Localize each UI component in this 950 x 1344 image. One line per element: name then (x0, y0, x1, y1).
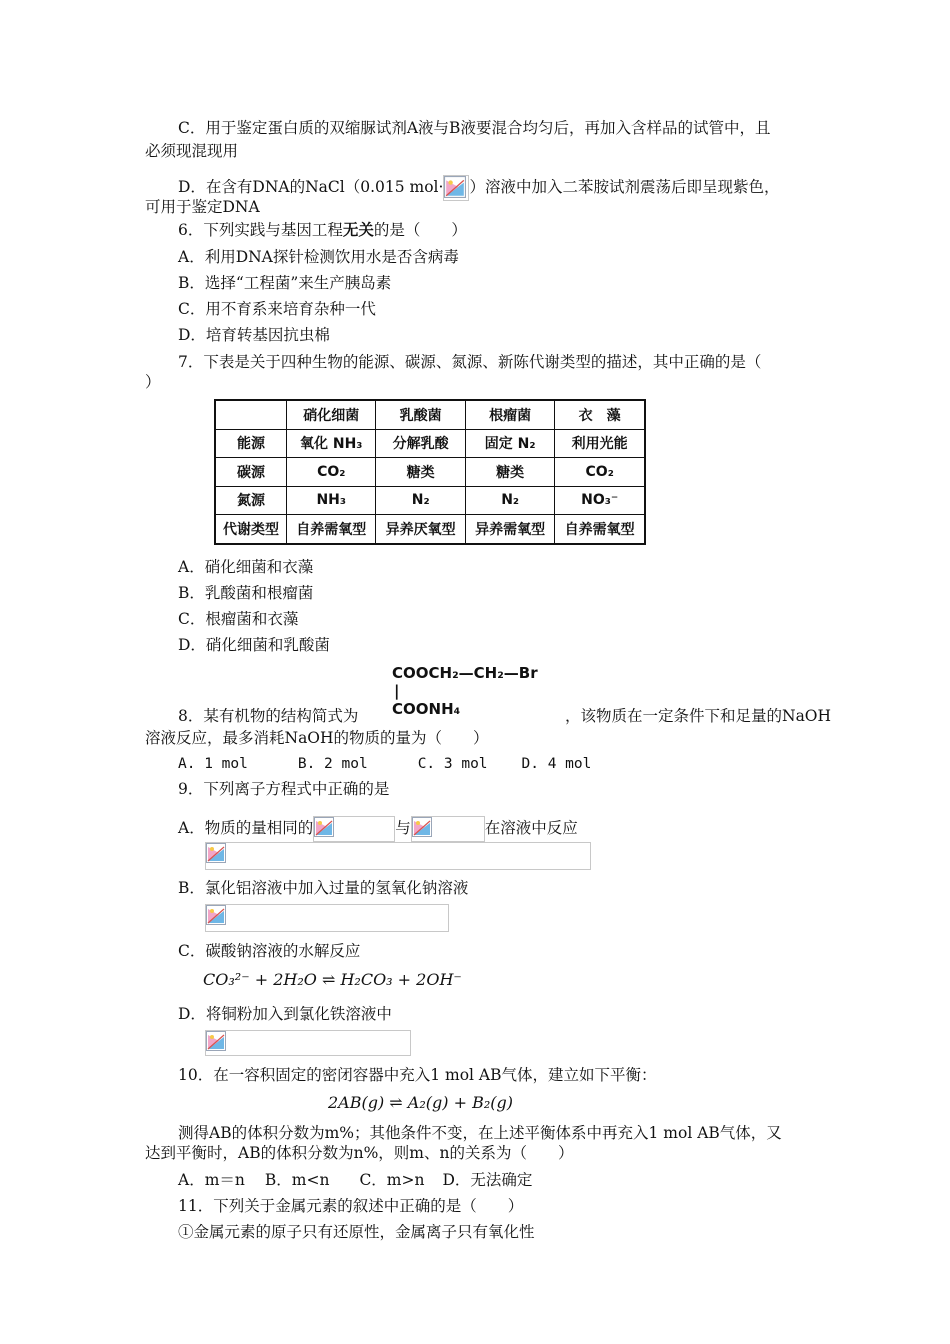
q10-option-a: A．m＝n (178, 1171, 245, 1189)
table-cell: N₂ (465, 486, 554, 515)
table-cell: 异养需氧型 (465, 515, 554, 544)
q10-option-d: D．无法确定 (442, 1171, 533, 1189)
table-cell: 能源 (215, 429, 287, 458)
structure-top: COOCH₂—CH₂—Br (392, 664, 538, 682)
q10-line4: 达到平衡时，AB的体积分数为n%，则m、n的关系为（ ） (145, 1144, 574, 1162)
table-cell: 衣 藻 (555, 400, 645, 429)
q10-option-c: C．m>n (359, 1171, 425, 1189)
table-cell: 固定 N₂ (465, 429, 554, 458)
q10-option-b: B．m<n (264, 1171, 330, 1189)
q8-stem-a: 8．某有机物的结构简式为 (178, 707, 359, 725)
table-cell: 根瘤菌 (465, 400, 554, 429)
q6-option-a: A．利用DNA探针检测饮用水是否含病毒 (178, 248, 459, 266)
q9-option-a-tail: 在溶液中反应 (484, 819, 578, 837)
broken-image-icon (443, 175, 469, 201)
broken-image-icon (411, 816, 485, 842)
q5-option-d-line2: 可用于鉴定DNA (145, 198, 260, 216)
table-cell: 分解乳酸 (376, 429, 465, 458)
broken-image-icon (205, 904, 449, 932)
hydrolysis-equation: CO₃²⁻ + 2H₂O ⇌ H₂CO₃ + 2OH⁻ (203, 970, 462, 989)
table-cell: 代谢类型 (215, 515, 287, 544)
table-cell: 硝化细菌 (287, 400, 376, 429)
q7-stem-line1: 7．下表是关于四种生物的能源、碳源、氮源、新陈代谢类型的描述，其中正确的是（ (178, 353, 762, 371)
q9-option-b: B．氯化铝溶液中加入过量的氢氧化钠溶液 (178, 879, 469, 897)
table-cell: N₂ (376, 486, 465, 515)
broken-image-icon (205, 842, 591, 870)
q11-stem: 11．下列关于金属元素的叙述中正确的是（ ） (178, 1197, 524, 1215)
q8-option-c: C. 3 mol (417, 756, 488, 772)
q10-options (178, 1170, 532, 1190)
q5-option-d-line1 (178, 175, 779, 201)
q7-option-b: B．乳酸菌和根瘤菌 (178, 584, 314, 602)
q7-stem-line2: ） (145, 373, 161, 391)
q7-option-c: C．根瘤菌和衣藻 (178, 610, 299, 628)
structure-bond: | (394, 682, 400, 700)
q6-stem-tail: 的是（ ） (373, 221, 467, 239)
table-cell: 利用光能 (555, 429, 645, 458)
q6-stem-text: 6．下列实践与基因工程 (178, 221, 343, 239)
q8-options (178, 754, 591, 774)
organism-table (214, 399, 646, 545)
table-cell: 氮源 (215, 486, 287, 515)
table-cell: NO₃⁻ (555, 486, 645, 515)
table-cell: 自养需氧型 (287, 515, 376, 544)
table-cell: 碳源 (215, 458, 287, 487)
table-cell: 乳酸菌 (376, 400, 465, 429)
q8-option-b: B. 2 mol (297, 756, 368, 772)
q8-stem-b: ，该物质在一定条件下和足量的NaOH (565, 707, 832, 725)
q9-option-d: D．将铜粉加入到氯化铁溶液中 (178, 1005, 392, 1023)
q6-option-b: B．选择“工程菌”来生产胰岛素 (178, 274, 392, 292)
table-row (215, 486, 645, 515)
q9-stem: 9．下列离子方程式中正确的是 (178, 780, 390, 798)
q7-option-d: D．硝化细菌和乳酸菌 (178, 636, 330, 654)
table-row (215, 458, 645, 487)
table-cell: CO₂ (555, 458, 645, 487)
table-cell: 自养需氧型 (555, 515, 645, 544)
table-cell: CO₂ (287, 458, 376, 487)
table-cell (215, 400, 287, 429)
table-row (215, 429, 645, 458)
broken-image-icon (313, 816, 395, 842)
q11-item1: ①金属元素的原子只有还原性，金属离子只有氧化性 (178, 1223, 535, 1241)
q5-option-c-line1: C．用于鉴定蛋白质的双缩脲试剂A液与B液要混合均匀后，再加入含样品的试管中，且 (178, 119, 771, 137)
q5-option-d-text-b: ）溶液中加入二苯胺试剂震荡后即呈现紫色， (469, 178, 780, 196)
q9-option-a (178, 816, 578, 842)
q10-stem: 10．在一容积固定的密闭容器中充入1 mol AB气体，建立如下平衡： (178, 1066, 657, 1084)
q6-stem (178, 220, 467, 240)
q5-option-d-text-a: D．在含有DNA的NaCl（0.015 mol· (178, 178, 444, 196)
broken-image-icon (205, 1030, 411, 1056)
q9-option-c: C．碳酸钠溶液的水解反应 (178, 942, 361, 960)
table-cell: 异养厌氧型 (376, 515, 465, 544)
table-cell: NH₃ (287, 486, 376, 515)
q6-option-c: C．用不育系来培育杂种一代 (178, 300, 376, 318)
q7-option-a: A．硝化细菌和衣藻 (178, 558, 314, 576)
q6-option-d: D．培育转基因抗虫棉 (178, 326, 330, 344)
structural-formula (392, 664, 538, 718)
q8-option-d: D. 4 mol (521, 756, 592, 772)
q5-option-c-line2: 必须现混现用 (145, 142, 239, 160)
q6-stem-emphasis: 无关 (342, 220, 374, 239)
q9-option-a-and: 与 (395, 819, 411, 837)
table-cell: 糖类 (465, 458, 554, 487)
table-row (215, 515, 645, 544)
q10-line3: 测得AB的体积分数为m%；其他条件不变，在上述平衡体系中再充入1 mol AB气体，又 (178, 1124, 782, 1142)
structure-bottom: COONH₄ (392, 700, 461, 718)
equilibrium-equation: 2AB(g) ⇌ A₂(g) + B₂(g) (328, 1093, 513, 1112)
q8-option-a: A. 1 mol (178, 756, 248, 772)
q8-stem-line2: 溶液反应，最多消耗NaOH的物质的量为（ ） (145, 729, 489, 747)
q9-option-a-text: A．物质的量相同的 (178, 819, 314, 837)
table-cell: 糖类 (376, 458, 465, 487)
table-header-row (215, 400, 645, 429)
table-cell: 氧化 NH₃ (287, 429, 376, 458)
